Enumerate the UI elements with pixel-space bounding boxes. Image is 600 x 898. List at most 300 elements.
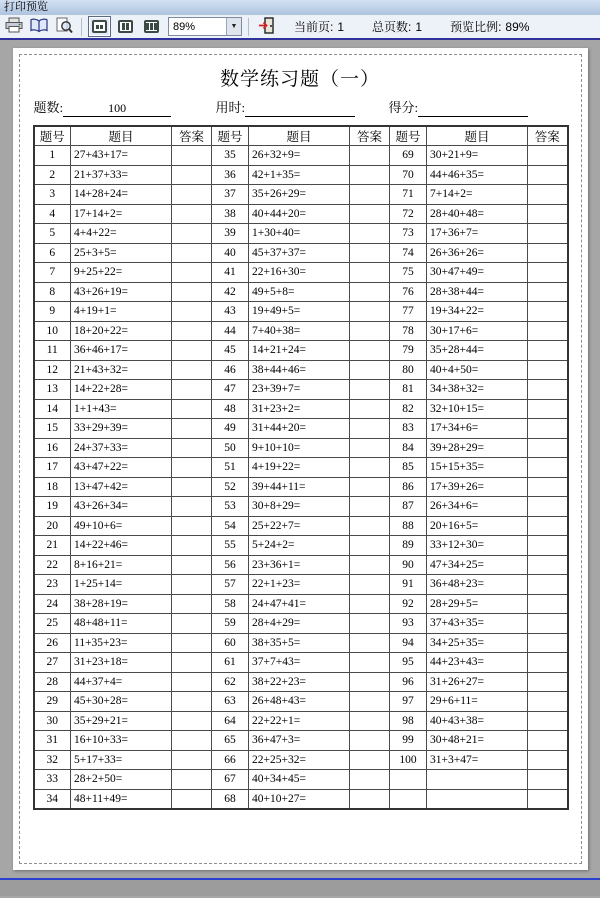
problem-cell: 35+29+21= (71, 711, 172, 731)
problem-number-cell: 100 (390, 750, 427, 770)
total-pages-status: 总页数: 1 (372, 20, 423, 34)
table-row (34, 204, 568, 224)
answer-cell (172, 633, 212, 653)
problem-number-cell: 80 (390, 360, 427, 380)
view-three-page-button[interactable] (140, 16, 163, 37)
answer-cell (528, 438, 568, 458)
problem-cell: 21+37+33= (71, 165, 172, 185)
answer-cell (350, 750, 390, 770)
problem-cell: 28+29+5= (427, 594, 528, 614)
problem-cell: 5+17+33= (71, 750, 172, 770)
answer-cell (172, 653, 212, 673)
problem-number-cell: 26 (34, 633, 71, 653)
problem-number-cell: 6 (34, 243, 71, 263)
zoom-select[interactable] (168, 17, 242, 36)
problem-cell: 40+4+50= (427, 360, 528, 380)
answer-cell (172, 458, 212, 478)
answer-cell (172, 302, 212, 322)
problem-cell: 9+10+10= (249, 438, 350, 458)
problem-cell: 22+1+23= (249, 575, 350, 595)
problem-number-cell: 59 (212, 614, 249, 634)
problem-number-cell: 62 (212, 672, 249, 692)
problem-number-cell: 79 (390, 341, 427, 361)
problem-cell: 32+10+15= (427, 399, 528, 419)
toolbar-status (294, 18, 551, 35)
answer-cell (172, 477, 212, 497)
problem-number-cell: 46 (212, 360, 249, 380)
problem-number-cell: 81 (390, 380, 427, 400)
answer-cell (172, 770, 212, 790)
answer-cell (350, 692, 390, 712)
problem-cell (427, 770, 528, 790)
answer-cell (528, 575, 568, 595)
problem-number-cell: 11 (34, 341, 71, 361)
problem-number-cell: 45 (212, 341, 249, 361)
preview-area (0, 40, 600, 878)
problem-number-cell: 23 (34, 575, 71, 595)
problem-number-cell: 83 (390, 419, 427, 439)
problem-number-cell: 20 (34, 516, 71, 536)
problem-number-cell: 15 (34, 419, 71, 439)
problem-cell: 14+22+28= (71, 380, 172, 400)
answer-cell (528, 672, 568, 692)
problem-cell: 49+10+6= (71, 516, 172, 536)
problem-number-cell: 14 (34, 399, 71, 419)
answer-cell (172, 399, 212, 419)
problem-number-cell: 33 (34, 770, 71, 790)
problem-number-cell: 66 (212, 750, 249, 770)
table-row (34, 458, 568, 478)
answer-cell (528, 692, 568, 712)
answer-cell (172, 204, 212, 224)
problem-number-cell: 13 (34, 380, 71, 400)
header-answer: 答案 (172, 126, 212, 146)
problem-cell: 45+37+37= (249, 243, 350, 263)
table-row (34, 516, 568, 536)
problem-cell: 38+28+19= (71, 594, 172, 614)
problem-cell: 28+40+48= (427, 204, 528, 224)
problem-number-cell: 1 (34, 146, 71, 166)
problem-number-cell: 86 (390, 477, 427, 497)
problem-number-cell: 27 (34, 653, 71, 673)
problem-cell: 43+47+22= (71, 458, 172, 478)
problem-cell: 45+30+28= (71, 692, 172, 712)
table-row (34, 750, 568, 770)
one-page-view-icon (92, 20, 107, 33)
problem-cell: 19+49+5= (249, 302, 350, 322)
problem-cell: 8+16+21= (71, 555, 172, 575)
table-row (34, 536, 568, 556)
time-used-value (245, 100, 355, 117)
problem-number-cell: 38 (212, 204, 249, 224)
answer-cell (528, 555, 568, 575)
problem-number-cell: 89 (390, 536, 427, 556)
problem-number-cell: 53 (212, 497, 249, 517)
answer-cell (350, 672, 390, 692)
problem-number-cell: 65 (212, 731, 249, 751)
answer-cell (172, 614, 212, 634)
answer-cell (528, 302, 568, 322)
worksheet-table-body (34, 146, 568, 809)
answer-cell (172, 341, 212, 361)
answer-cell (172, 282, 212, 302)
problem-number-cell: 72 (390, 204, 427, 224)
problem-number-cell: 90 (390, 555, 427, 575)
problem-cell: 14+22+46= (71, 536, 172, 556)
table-row (34, 360, 568, 380)
problem-number-cell: 4 (34, 204, 71, 224)
exit-button[interactable] (255, 16, 277, 37)
answer-cell (172, 243, 212, 263)
header-problem-number: 题号 (390, 126, 427, 146)
problem-cell: 33+29+39= (71, 419, 172, 439)
answer-cell (528, 165, 568, 185)
answer-cell (172, 419, 212, 439)
table-row (34, 497, 568, 517)
problem-cell: 38+22+23= (249, 672, 350, 692)
table-row (34, 165, 568, 185)
page (13, 48, 588, 870)
problem-cell: 28+2+50= (71, 770, 172, 790)
problem-number-cell: 21 (34, 536, 71, 556)
page-setup-button[interactable] (28, 16, 50, 37)
problem-number-cell: 34 (34, 789, 71, 809)
problem-number-cell: 70 (390, 165, 427, 185)
table-row (34, 438, 568, 458)
answer-cell (172, 360, 212, 380)
problem-cell: 39+44+11= (249, 477, 350, 497)
answer-cell (528, 458, 568, 478)
problem-cell: 48+11+49= (71, 789, 172, 809)
header-problem-number: 题号 (212, 126, 249, 146)
answer-cell (350, 419, 390, 439)
problem-number-cell: 12 (34, 360, 71, 380)
table-header-row (34, 126, 568, 146)
answer-cell (528, 594, 568, 614)
answer-cell (350, 438, 390, 458)
answer-cell (350, 497, 390, 517)
problem-number-cell: 51 (212, 458, 249, 478)
problem-number-cell: 68 (212, 789, 249, 809)
problem-number-cell: 77 (390, 302, 427, 322)
toolbar-separator (81, 18, 82, 36)
answer-cell (528, 185, 568, 205)
problem-number-cell: 98 (390, 711, 427, 731)
problem-cell: 36+46+17= (71, 341, 172, 361)
problem-number-cell: 73 (390, 224, 427, 244)
problem-number-cell: 57 (212, 575, 249, 595)
table-row (34, 477, 568, 497)
problem-number-cell: 9 (34, 302, 71, 322)
answer-cell (350, 789, 390, 809)
answer-cell (528, 731, 568, 751)
problem-number-cell: 63 (212, 692, 249, 712)
problem-cell: 31+23+18= (71, 653, 172, 673)
problem-cell: 5+24+2= (249, 536, 350, 556)
answer-cell (172, 672, 212, 692)
problem-number-cell: 36 (212, 165, 249, 185)
table-row (34, 555, 568, 575)
problem-number-cell: 87 (390, 497, 427, 517)
problem-cell: 36+48+23= (427, 575, 528, 595)
problem-number-cell: 37 (212, 185, 249, 205)
answer-cell (172, 185, 212, 205)
problem-number-cell: 50 (212, 438, 249, 458)
answer-cell (172, 575, 212, 595)
table-row (34, 321, 568, 341)
answer-cell (172, 146, 212, 166)
problem-number-cell: 85 (390, 458, 427, 478)
answer-cell (528, 789, 568, 809)
view-one-page-button[interactable] (88, 16, 111, 37)
problem-number-cell: 60 (212, 633, 249, 653)
three-page-view-icon (144, 20, 159, 33)
print-button[interactable] (3, 16, 25, 37)
answer-cell (350, 243, 390, 263)
answer-cell (528, 399, 568, 419)
problem-cell: 17+39+26= (427, 477, 528, 497)
problem-cell: 49+5+8= (249, 282, 350, 302)
problem-number-cell: 41 (212, 263, 249, 283)
problem-number-cell: 84 (390, 438, 427, 458)
problem-number-cell: 76 (390, 282, 427, 302)
answer-cell (528, 224, 568, 244)
answer-cell (350, 653, 390, 673)
problem-cell: 7+40+38= (249, 321, 350, 341)
problem-cell: 39+28+29= (427, 438, 528, 458)
problem-cell: 4+19+22= (249, 458, 350, 478)
problem-cell: 22+22+1= (249, 711, 350, 731)
problem-cell: 42+1+35= (249, 165, 350, 185)
score-value (418, 100, 528, 117)
problem-number-cell: 95 (390, 653, 427, 673)
problem-cell (427, 789, 528, 809)
problem-cell: 17+34+6= (427, 419, 528, 439)
chevron-down-icon[interactable]: ▼ (226, 18, 241, 35)
answer-cell (528, 282, 568, 302)
answer-cell (350, 321, 390, 341)
problem-cell: 23+39+7= (249, 380, 350, 400)
problem-cell: 25+3+5= (71, 243, 172, 263)
problem-number-cell: 99 (390, 731, 427, 751)
answer-cell (172, 497, 212, 517)
answer-cell (528, 146, 568, 166)
answer-cell (350, 555, 390, 575)
worksheet-title: 数学练习题（一） (219, 69, 380, 90)
answer-cell (528, 360, 568, 380)
problem-cell: 30+21+9= (427, 146, 528, 166)
problem-number-cell: 17 (34, 458, 71, 478)
problem-cell: 48+48+11= (71, 614, 172, 634)
table-row (34, 711, 568, 731)
problem-cell: 35+28+44= (427, 341, 528, 361)
answer-cell (350, 731, 390, 751)
window-title: 打印预览 (4, 1, 48, 13)
problem-number-cell: 71 (390, 185, 427, 205)
problem-number-cell: 67 (212, 770, 249, 790)
problem-cell: 44+37+4= (71, 672, 172, 692)
answer-cell (350, 302, 390, 322)
problem-cell: 38+44+46= (249, 360, 350, 380)
problem-number-cell: 39 (212, 224, 249, 244)
answer-cell (172, 516, 212, 536)
answer-cell (350, 614, 390, 634)
table-row (34, 653, 568, 673)
book-icon (30, 18, 48, 36)
problem-number-cell: 48 (212, 399, 249, 419)
table-row (34, 770, 568, 790)
problem-cell: 37+7+43= (249, 653, 350, 673)
problem-cell: 28+4+29= (249, 614, 350, 634)
table-row (34, 302, 568, 322)
problem-cell: 24+47+41= (249, 594, 350, 614)
problem-cell: 30+17+6= (427, 321, 528, 341)
problem-number-cell: 55 (212, 536, 249, 556)
problem-number-cell: 24 (34, 594, 71, 614)
problem-cell: 40+34+45= (249, 770, 350, 790)
problem-cell: 1+30+40= (249, 224, 350, 244)
problem-cell: 44+46+35= (427, 165, 528, 185)
answer-cell (350, 185, 390, 205)
problem-cell: 29+6+11= (427, 692, 528, 712)
worksheet-table (33, 125, 569, 810)
answer-cell (350, 165, 390, 185)
answer-cell (350, 146, 390, 166)
problem-number-cell: 74 (390, 243, 427, 263)
problem-cell: 30+48+21= (427, 731, 528, 751)
problem-cell: 37+43+35= (427, 614, 528, 634)
problem-cell: 31+3+47= (427, 750, 528, 770)
header-answer: 答案 (350, 126, 390, 146)
problem-cell: 40+44+20= (249, 204, 350, 224)
answer-cell (172, 380, 212, 400)
problem-cell: 40+10+27= (249, 789, 350, 809)
problem-number-cell: 31 (34, 731, 71, 751)
problem-cell: 13+47+42= (71, 477, 172, 497)
problem-number-cell: 5 (34, 224, 71, 244)
answer-cell (528, 536, 568, 556)
answer-cell (350, 399, 390, 419)
problem-cell: 27+43+17= (71, 146, 172, 166)
answer-cell (172, 692, 212, 712)
problem-number-cell: 22 (34, 555, 71, 575)
problem-cell: 4+4+22= (71, 224, 172, 244)
answer-cell (350, 204, 390, 224)
problem-number-cell: 54 (212, 516, 249, 536)
problem-number-cell: 97 (390, 692, 427, 712)
table-row (34, 575, 568, 595)
answer-cell (172, 731, 212, 751)
problem-cell: 34+38+32= (427, 380, 528, 400)
problem-number-cell: 64 (212, 711, 249, 731)
answer-cell (172, 263, 212, 283)
problem-cell: 14+28+24= (71, 185, 172, 205)
problem-number-cell (390, 789, 427, 809)
problem-cell: 11+35+23= (71, 633, 172, 653)
answer-cell (350, 360, 390, 380)
answer-cell (528, 614, 568, 634)
printer-icon (5, 17, 23, 36)
answer-cell (350, 341, 390, 361)
problem-cell: 47+34+25= (427, 555, 528, 575)
toolbar (0, 15, 600, 40)
problem-cell: 26+32+9= (249, 146, 350, 166)
problem-cell: 24+37+33= (71, 438, 172, 458)
answer-cell (528, 770, 568, 790)
header-problem-number: 题号 (34, 126, 71, 146)
zoom-select-value: 89% (173, 20, 196, 33)
problem-number-cell (390, 770, 427, 790)
answer-cell (350, 224, 390, 244)
problem-cell: 22+16+30= (249, 263, 350, 283)
table-row (34, 282, 568, 302)
problem-cell: 17+14+2= (71, 204, 172, 224)
table-row (34, 692, 568, 712)
table-row (34, 146, 568, 166)
problem-number-cell: 61 (212, 653, 249, 673)
zoom-tool-button[interactable] (53, 16, 75, 37)
worksheet-meta (20, 97, 581, 121)
problem-cell: 35+26+29= (249, 185, 350, 205)
answer-cell (350, 770, 390, 790)
problem-cell: 34+25+35= (427, 633, 528, 653)
problem-cell: 31+23+2= (249, 399, 350, 419)
answer-cell (528, 711, 568, 731)
answer-cell (528, 380, 568, 400)
window-titlebar (0, 0, 600, 15)
problem-number-cell: 94 (390, 633, 427, 653)
score-field: 得分: (389, 97, 529, 117)
answer-cell (350, 516, 390, 536)
answer-cell (172, 750, 212, 770)
problem-number-cell: 44 (212, 321, 249, 341)
answer-cell (528, 341, 568, 361)
problem-cell: 7+14+2= (427, 185, 528, 205)
problem-cell: 43+26+34= (71, 497, 172, 517)
problem-cell: 26+36+26= (427, 243, 528, 263)
table-row (34, 672, 568, 692)
problem-cell: 21+43+32= (71, 360, 172, 380)
problem-number-cell: 93 (390, 614, 427, 634)
view-two-page-button[interactable] (114, 16, 137, 37)
table-row (34, 731, 568, 751)
answer-cell (172, 594, 212, 614)
problem-number-cell: 88 (390, 516, 427, 536)
problem-number-cell: 3 (34, 185, 71, 205)
problem-cell: 30+8+29= (249, 497, 350, 517)
problem-number-cell: 16 (34, 438, 71, 458)
table-row (34, 419, 568, 439)
problem-cell: 33+12+30= (427, 536, 528, 556)
two-page-view-icon (118, 20, 133, 33)
answer-cell (528, 263, 568, 283)
problem-number-cell: 25 (34, 614, 71, 634)
header-problem: 题目 (249, 126, 350, 146)
answer-cell (350, 633, 390, 653)
table-row (34, 380, 568, 400)
answer-cell (350, 711, 390, 731)
problem-number-cell: 52 (212, 477, 249, 497)
table-row (34, 594, 568, 614)
problem-cell: 43+26+19= (71, 282, 172, 302)
answer-cell (172, 789, 212, 809)
problem-cell: 9+25+22= (71, 263, 172, 283)
problem-cell: 40+43+38= (427, 711, 528, 731)
problem-number-cell: 75 (390, 263, 427, 283)
problem-number-cell: 82 (390, 399, 427, 419)
printable-area (19, 54, 582, 864)
problem-cell: 28+38+44= (427, 282, 528, 302)
